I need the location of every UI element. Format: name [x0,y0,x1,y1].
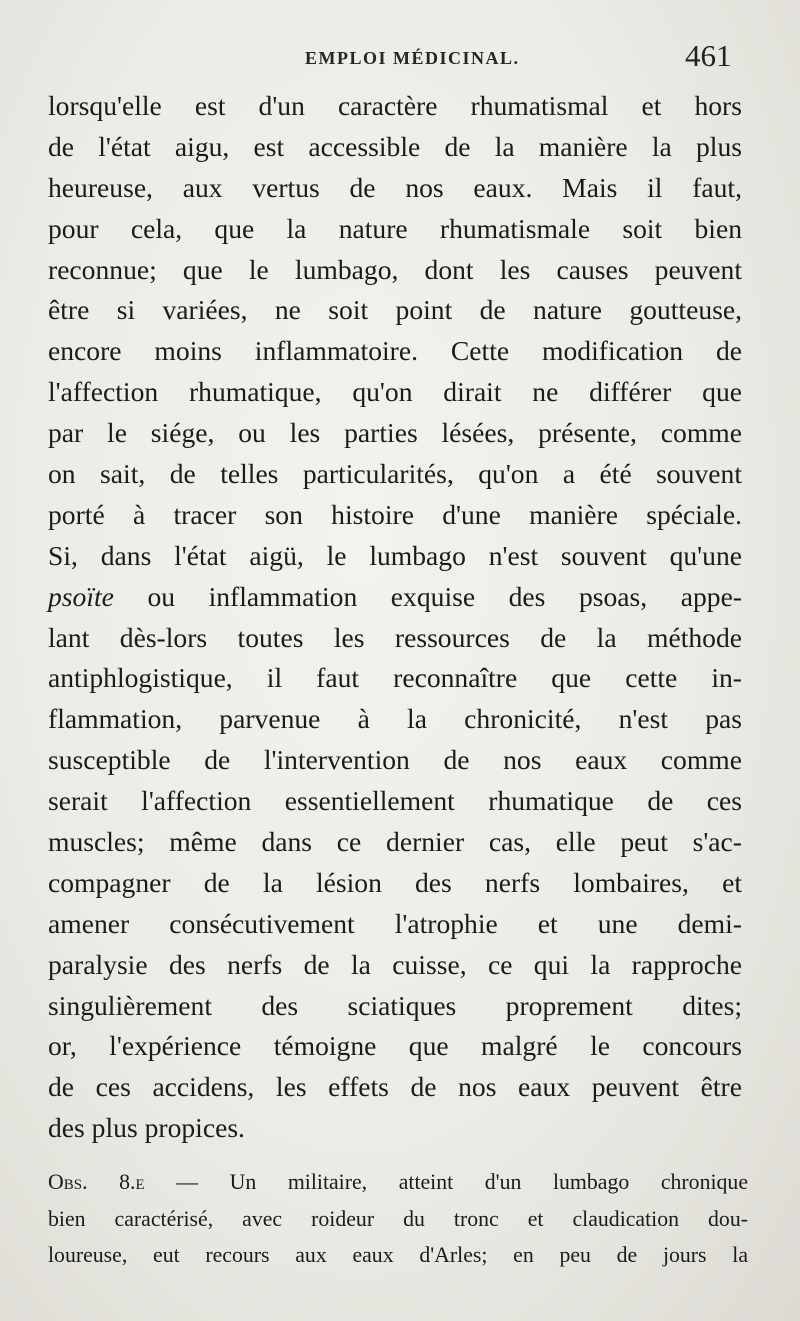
observation-lead: — Un militaire, atteint d'un lumbago chronique [144,1170,748,1194]
text-line: or, l'expérience témoigne que malgré le concours [48,1030,742,1062]
text-line: serait l'affection essentiellement rhumatique de ces [48,785,742,817]
main-paragraph [48,86,742,1149]
observation-paragraph [48,1164,748,1274]
observation-label: Obs. 8.e [48,1170,145,1194]
text-line: singulièrement des sciatiques proprement dites; [48,989,742,1021]
text-line: être si variées, ne soit point de nature goutteuse, [48,294,742,326]
running-head-title: EMPLOI MÉDICINAL. [305,48,520,68]
italic-term: psoïte [48,580,114,612]
text-line: porté à tracer son histoire d'une manière spéciale. [48,498,742,530]
text-line-last: des plus propices. [48,1112,245,1144]
text-line: par le siége, ou les parties lésées, présente, comme [48,417,742,449]
text-line: heureuse, aux vertus de nos eaux. Mais il faut, [48,171,742,203]
text-line: l'affection rhumatique, qu'on dirait ne différer que [48,376,742,408]
running-head [40,38,760,82]
text-line-psoite [48,577,742,618]
text-line: pour cela, que la nature rhumatismale soit bien [48,212,742,244]
text-line: Si, dans l'état aigü, le lumbago n'est souvent qu'une [48,539,742,571]
text-line: de ces accidens, les effets de nos eaux peuvent être [48,1071,742,1103]
page-number: 461 [685,38,732,73]
observation-line: loureuse, eut recours aux eaux d'Arles; en peu de jours la [48,1243,748,1268]
text-line: de l'état aigu, est accessible de la manière la plus [48,130,742,162]
text-line: on sait, de telles particularités, qu'on a été souvent [48,458,742,490]
text-line: paralysie des nerfs de la cuisse, ce qui la rapproche [48,948,742,980]
text-line: lant dès-lors toutes les ressources de la méthode [48,621,742,653]
text-line: compagner de la lésion des nerfs lombaires, et [48,866,742,898]
text-line: susceptible de l'intervention de nos eaux comme [48,744,742,776]
text-line: amener consécutivement l'atrophie et une demi- [48,907,742,939]
text-line: lorsqu'elle est d'un caractère rhumatismal et hors [48,90,742,121]
text-line: antiphlogistique, il faut reconnaître que cette in- [48,662,742,694]
observation-first-line [48,1164,748,1201]
text-line-rest: ou inflammation exquise des psoas, appe- [113,580,742,612]
text-line: encore moins inflammatoire. Cette modification de [48,335,742,367]
text-line: reconnue; que le lumbago, dont les causes peuvent [48,253,742,285]
text-line: flammation, parvenue à la chronicité, n'est pas [48,703,742,735]
observation-line: bien caractérisé, avec roideur du tronc et claudication dou- [48,1206,748,1231]
text-line: muscles; même dans ce dernier cas, elle peut s'ac- [48,826,742,858]
